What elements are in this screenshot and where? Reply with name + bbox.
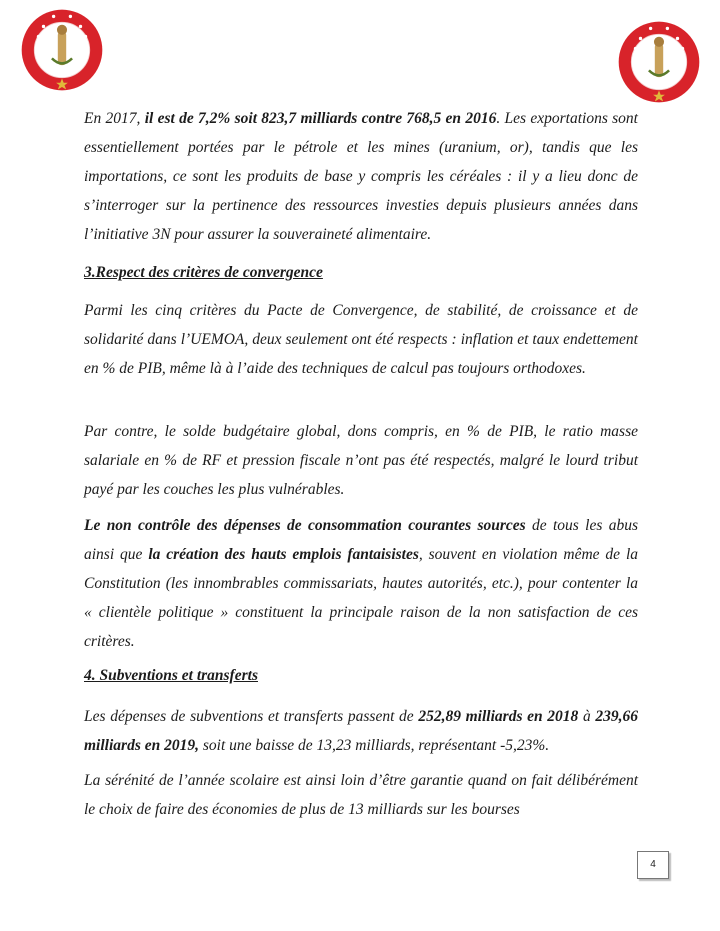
bold-span: la création des hauts emplois fantaisistes (148, 546, 419, 563)
paragraph-text: Parmi les cinq critères du Pacte de Convergence, de stabilité, de croissance et de solidarité dans l’UEMOA, deux seulement ont été respects : inflation et taux endettement en % de PIB, même là à l’aide des techniques de calcul pas toujours orthodoxes. (84, 302, 638, 377)
paragraph-consumption-spending (84, 511, 638, 656)
paragraph-budget-balance (84, 417, 638, 504)
bold-span: 252,89 milliards en 2018 (418, 708, 579, 725)
text-span: Les dépenses de subventions et transferts passent de (84, 708, 419, 725)
paragraph-text: La sérénité de l’année scolaire est ainsi loin d’être garantie quand on fait délibérément le choix de faire des économies de plus de 13 milliards sur les bourses (84, 772, 638, 818)
text-span: En 2017, (84, 110, 145, 127)
bold-span: 239,66 milliards en 2019, (84, 708, 639, 754)
paragraph-imports-exports (84, 104, 638, 249)
paragraph-convergence-criteria (84, 296, 638, 383)
paragraph-text: Par contre, le solde budgétaire global, dons compris, en % de PIB, le ratio masse salariale en % de RF et pression fiscale n’ont pas été respectés, malgré le lourd tribut payé par les couches les plus vulnérables. (84, 423, 638, 498)
party-logo-left (20, 8, 104, 92)
bold-span: Le non contrôle des dépenses de consommation courantes sources (84, 517, 526, 534)
party-emblem-icon (20, 8, 104, 92)
text-span: . Les exportations sont essentiellement portées par le pétrole et les mines (uranium, or), tandis que les importations, ce sont les produits de base y compris les céréales : il y a lieu donc de s’interroger sur la pertinence des ressources investies depuis plusieurs années dans l’initiative 3N pour assurer la souveraineté alimentaire. (84, 110, 638, 243)
text-span: de tous les abus ainsi que (84, 517, 638, 563)
bold-span: il est de 7,2% soit 823,7 milliards contre 768,5 en 2016 (144, 110, 497, 127)
text-span: à (578, 708, 596, 725)
party-emblem-icon (617, 20, 701, 104)
section-heading-subsidies: 4. Subventions et transferts (84, 667, 258, 684)
text-span: soit une baisse de 13,23 milliards, représentant -5,23%. (198, 737, 550, 754)
section-heading-convergence: 3.Respect des critères de convergence (84, 264, 323, 281)
paragraph-school-year (84, 766, 638, 824)
page-number: 4 (637, 851, 669, 879)
party-logo-right (617, 20, 701, 104)
text-span: , souvent en violation même de la Constitution (les innombrables commissariats, hautes autorités, etc.), pour contenter la « clientèle politique » constituent la principale raison de la non satisfaction de ces critères. (84, 546, 639, 650)
paragraph-subsidies (84, 702, 638, 760)
